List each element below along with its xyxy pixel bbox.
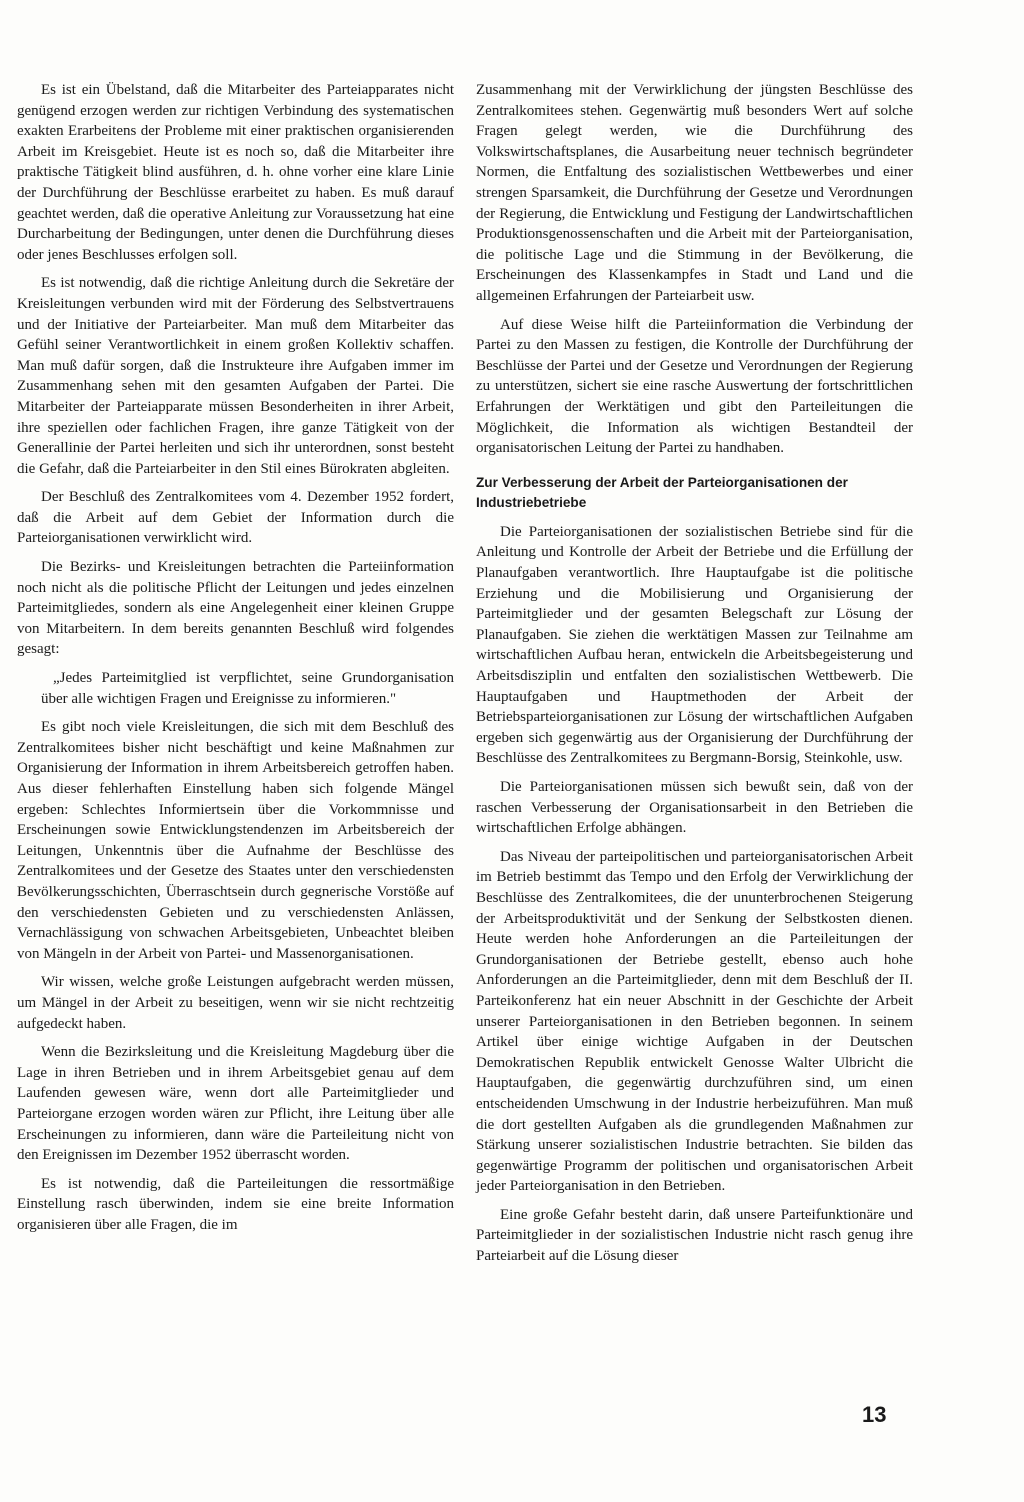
paragraph: Die Parteiorganisationen müssen sich bewußt sein, daß von der raschen Verbesserung der Organisationsarbeit in den Betrieben die wirtschaftlichen Erfolge abhängen. [476, 779, 913, 837]
left-column [17, 80, 454, 1243]
paragraph: Es ist notwendig, daß die richtige Anleitung durch die Sekretäre der Kreisleitungen verbunden wird mit der Förderung des Selbstvertrauens und der Initiative der Parteiarbeiter. Man muß dem Mitarbeiter das Gefühl seiner Verantwortlichkeit in einem großen Kollektiv schaffen. Man muß dafür sorgen, daß die Instrukteure ihre Aufgaben immer im Zusammenhang sehen mit den gesamten Aufgaben der Partei. Die Mitarbeiter der Parteiapparate müssen Besonderheiten in ihrer Arbeit, ihre speziellen oder fachlichen Fragen, ihre ganze Tätigkeit von der Generallinie der Partei herleiten und sich ihr unterordnen, sonst besteht die Gefahr, daß die Parteiarbeiter in den Stil eines Bürokraten abgleiten. [17, 275, 454, 477]
paragraph: Eine große Gefahr besteht darin, daß unsere Parteifunktionäre und Parteimitglieder in der sozialistischen Industrie nicht rasch genug ihre Parteiarbeit auf die Lösung dieser [476, 1206, 913, 1265]
paragraph: Es ist notwendig, daß die Parteileitungen die ressortmäßige Einstellung rasch überwinden, indem sie eine breite Information organisieren über alle Fragen, die im [17, 1175, 454, 1233]
paragraph: Die Bezirks- und Kreisleitungen betrachten die Parteiinformation noch nicht als die politische Pflicht der Leitungen und jedes einzelnen Parteimitgliedes, sondern als eine Angelegenheit einer kleinen Gruppe von Mitarbeitern. In dem bereits genannten Beschluß wird folgendes gesagt: [17, 559, 454, 658]
block-quote: „Jedes Parteimitglied ist verpflichtet, seine Grundorganisation über alle wichtigen Fragen und Ereignisse zu informieren." [41, 670, 454, 707]
paragraph: Das Niveau der parteipolitischen und parteiorganisatorischen Arbeit im Betrieb bestimmt das Tempo und den Erfolg der Verwirklichung der Beschlüsse des Zentralkomitees, die der ununterbrochenen Steigerung der Arbeitsproduktivität und der Senkung der Selbstkosten dienen. Heute werden hohe Anforderungen an die Parteileitungen der Grundorganisationen der Betriebe gestellt, ebenso auch hohe Anforderungen an die Parteimitglieder, denn mit dem Beschluß der II. Parteikonferenz hat ein neuer Abschnitt in der Geschichte der Arbeit unserer Parteiorganisationen in den Betrieben begonnen. In seinem Artikel über einige wichtige Aufgaben in der Deutschen Demokratischen Republik entwickelt Genosse Walter Ulbricht die Hauptaufgaben, die gegenwärtig durchzuführen sind, um einen entscheidenden Umschwung in der Industrie herbeizuführen. Man muß die dort gestellten Aufgaben als die grundlegenden Maßnahmen zur Stärkung unserer sozialistischen Industrie betrachten. Sie bilden das gegenwärtige Programm der politischen und organisatorischen Arbeit jeder Parteiorganisation in den Betrieben. [476, 848, 913, 1195]
paragraph: Zusammenhang mit der Verwirklichung der jüngsten Beschlüsse des Zentralkomitees stehen. Gegenwärtig muß besonders Wert auf solche Fragen gelegt werden, wie die Durchführung des Volkswirtschaftsplanes, die Ausarbeitung neuer technisch begründeter Normen, die Entfaltung des sozialistischen Wettbewerbes und einer strengen Sparsamkeit, die Durchführung der Gesetze und Verordnungen der Regierung, die Entwicklung und Festigung der Landwirtschaftlichen Produktionsgenossenschaften und die Arbeit mit der Parteiorganisation, die politische Lage und die Stimmung in der Bevölkerung, die Erscheinungen des Klassenkampfes in Stadt und Land und die allgemeinen Erfahrungen der Parteiarbeit usw. [476, 82, 913, 304]
paragraph: Der Beschluß des Zentralkomitees vom 4. Dezember 1952 fordert, daß die Arbeit auf dem Gebiet der Information durch die Parteiorganisationen verwirklicht wird. [17, 489, 454, 547]
paragraph: Wir wissen, welche große Leistungen aufgebracht werden müssen, um Mängel in der Arbeit zu beseitigen, wenn wir sie nicht rechtzeitig aufgedeckt haben. [17, 974, 454, 1032]
page-number: 13 [862, 1402, 887, 1427]
paragraph: Auf diese Weise hilft die Parteiinformation die Verbindung der Partei zu den Massen zu festigen, die Kontrolle der Durchführung der Beschlüsse der Partei und der Gesetze und Verordnungen der Regierung zu unterstützen, sichert sie eine rasche Auswertung der fortschrittlichen Erfahrungen der Werktätigen und gibt den Parteileitungen die Möglichkeit, die Information als wichtigen Bestandteil der organisatorischen Leitung der Partei zu handhaben. [476, 316, 913, 457]
paragraph: Es gibt noch viele Kreisleitungen, die sich mit dem Beschluß des Zentralkomitees bisher nicht beschäftigt und keine Maßnahmen zur Organisierung der Information in ihrem Arbeitsbereich getroffen haben. Aus dieser fehlerhaften Einstellung haben sich folgende Mängel ergeben: Schlechtes Informiertsein über die Vorkommnisse und Erscheinungen sowie Entwicklungstendenzen im Arbeitsbereich der Leitungen, Unkenntnis über die Aufnahme der Beschlüsse des Zentralkomitees und der Gesetze des Staates unter den verschiedensten Bevölkerungsschichten, Überraschtsein durch gegnerische Vorstöße auf den verschiedensten Gebieten und zu verschiedensten Anlässen, Vernachlässigung von schwachen Arbeitsgebieten, Unbeachtet bleiben von Mängeln in der Arbeit von Partei- und Massenorganisationen. [17, 719, 454, 962]
paragraph: Es ist ein Übelstand, daß die Mitarbeiter des Parteiapparates nicht genügend erzogen werden zur richtigen Verbindung des systematischen exakten Erarbeitens der Probleme mit einer praktischen organisierenden Arbeit im Kreisgebiet. Heute ist es noch so, daß die Mitarbeiter ihre praktische Tätigkeit blind ausführen, d. h. ohne vorher eine klare Linie der Durchführung der Beschlüsse erarbeitet zu haben. Es muß darauf geachtet werden, daß die operative Anleitung zur Voraussetzung hat eine Durcharbeitung der Bedingungen, unter denen die Durchführung dieses oder jenes Beschlusses erfolgen soll. [17, 82, 454, 263]
paragraph: Wenn die Bezirksleitung und die Kreisleitung Magdeburg über die Lage in ihren Betrieben und in ihrem Arbeitsgebiet genau auf dem Laufenden gewesen wäre, wenn dort alle Parteimitglieder und Parteiorgane erzogen worden wären zur Pflicht, ihre Leitung über alle Erscheinungen zu informieren, dann wäre die Parteileitung nicht von den Ereignissen im Dezember 1952 überrascht worden. [17, 1044, 454, 1164]
right-column [476, 80, 913, 1275]
section-heading: Zur Verbesserung der Arbeit der Parteiorganisationen der Industriebetriebe [476, 474, 848, 511]
paragraph: Die Parteiorganisationen der sozialistischen Betriebe sind für die Anleitung und Kontrolle der Arbeit der Betriebe und die Erfüllung der Planaufgaben verantwortlich. Ihre Hauptaufgabe ist die politische Erziehung und die Mobilisierung und Organisierung der Parteimitglieder und der gesamten Belegschaft zur Lösung der Planaufgaben. Sie ziehen die werktätigen Massen zur Teilnahme am wirtschaftlichen Aufbau heran, entwickeln die Arbeitsbegeisterung und Arbeitsdisziplin und entfalten den sozialistischen Wettbewerb. Die Hauptaufgaben und Hauptmethoden der Arbeit der Betriebsparteiorganisationen zur Lösung der wirtschaftlichen Aufgaben ergeben sich gegenwärtig aus der Organisierung der Durchführung der Beschlüsse des Zentralkomitees zu Bergmann-Borsig, Steinkohle, usw. [476, 523, 913, 767]
